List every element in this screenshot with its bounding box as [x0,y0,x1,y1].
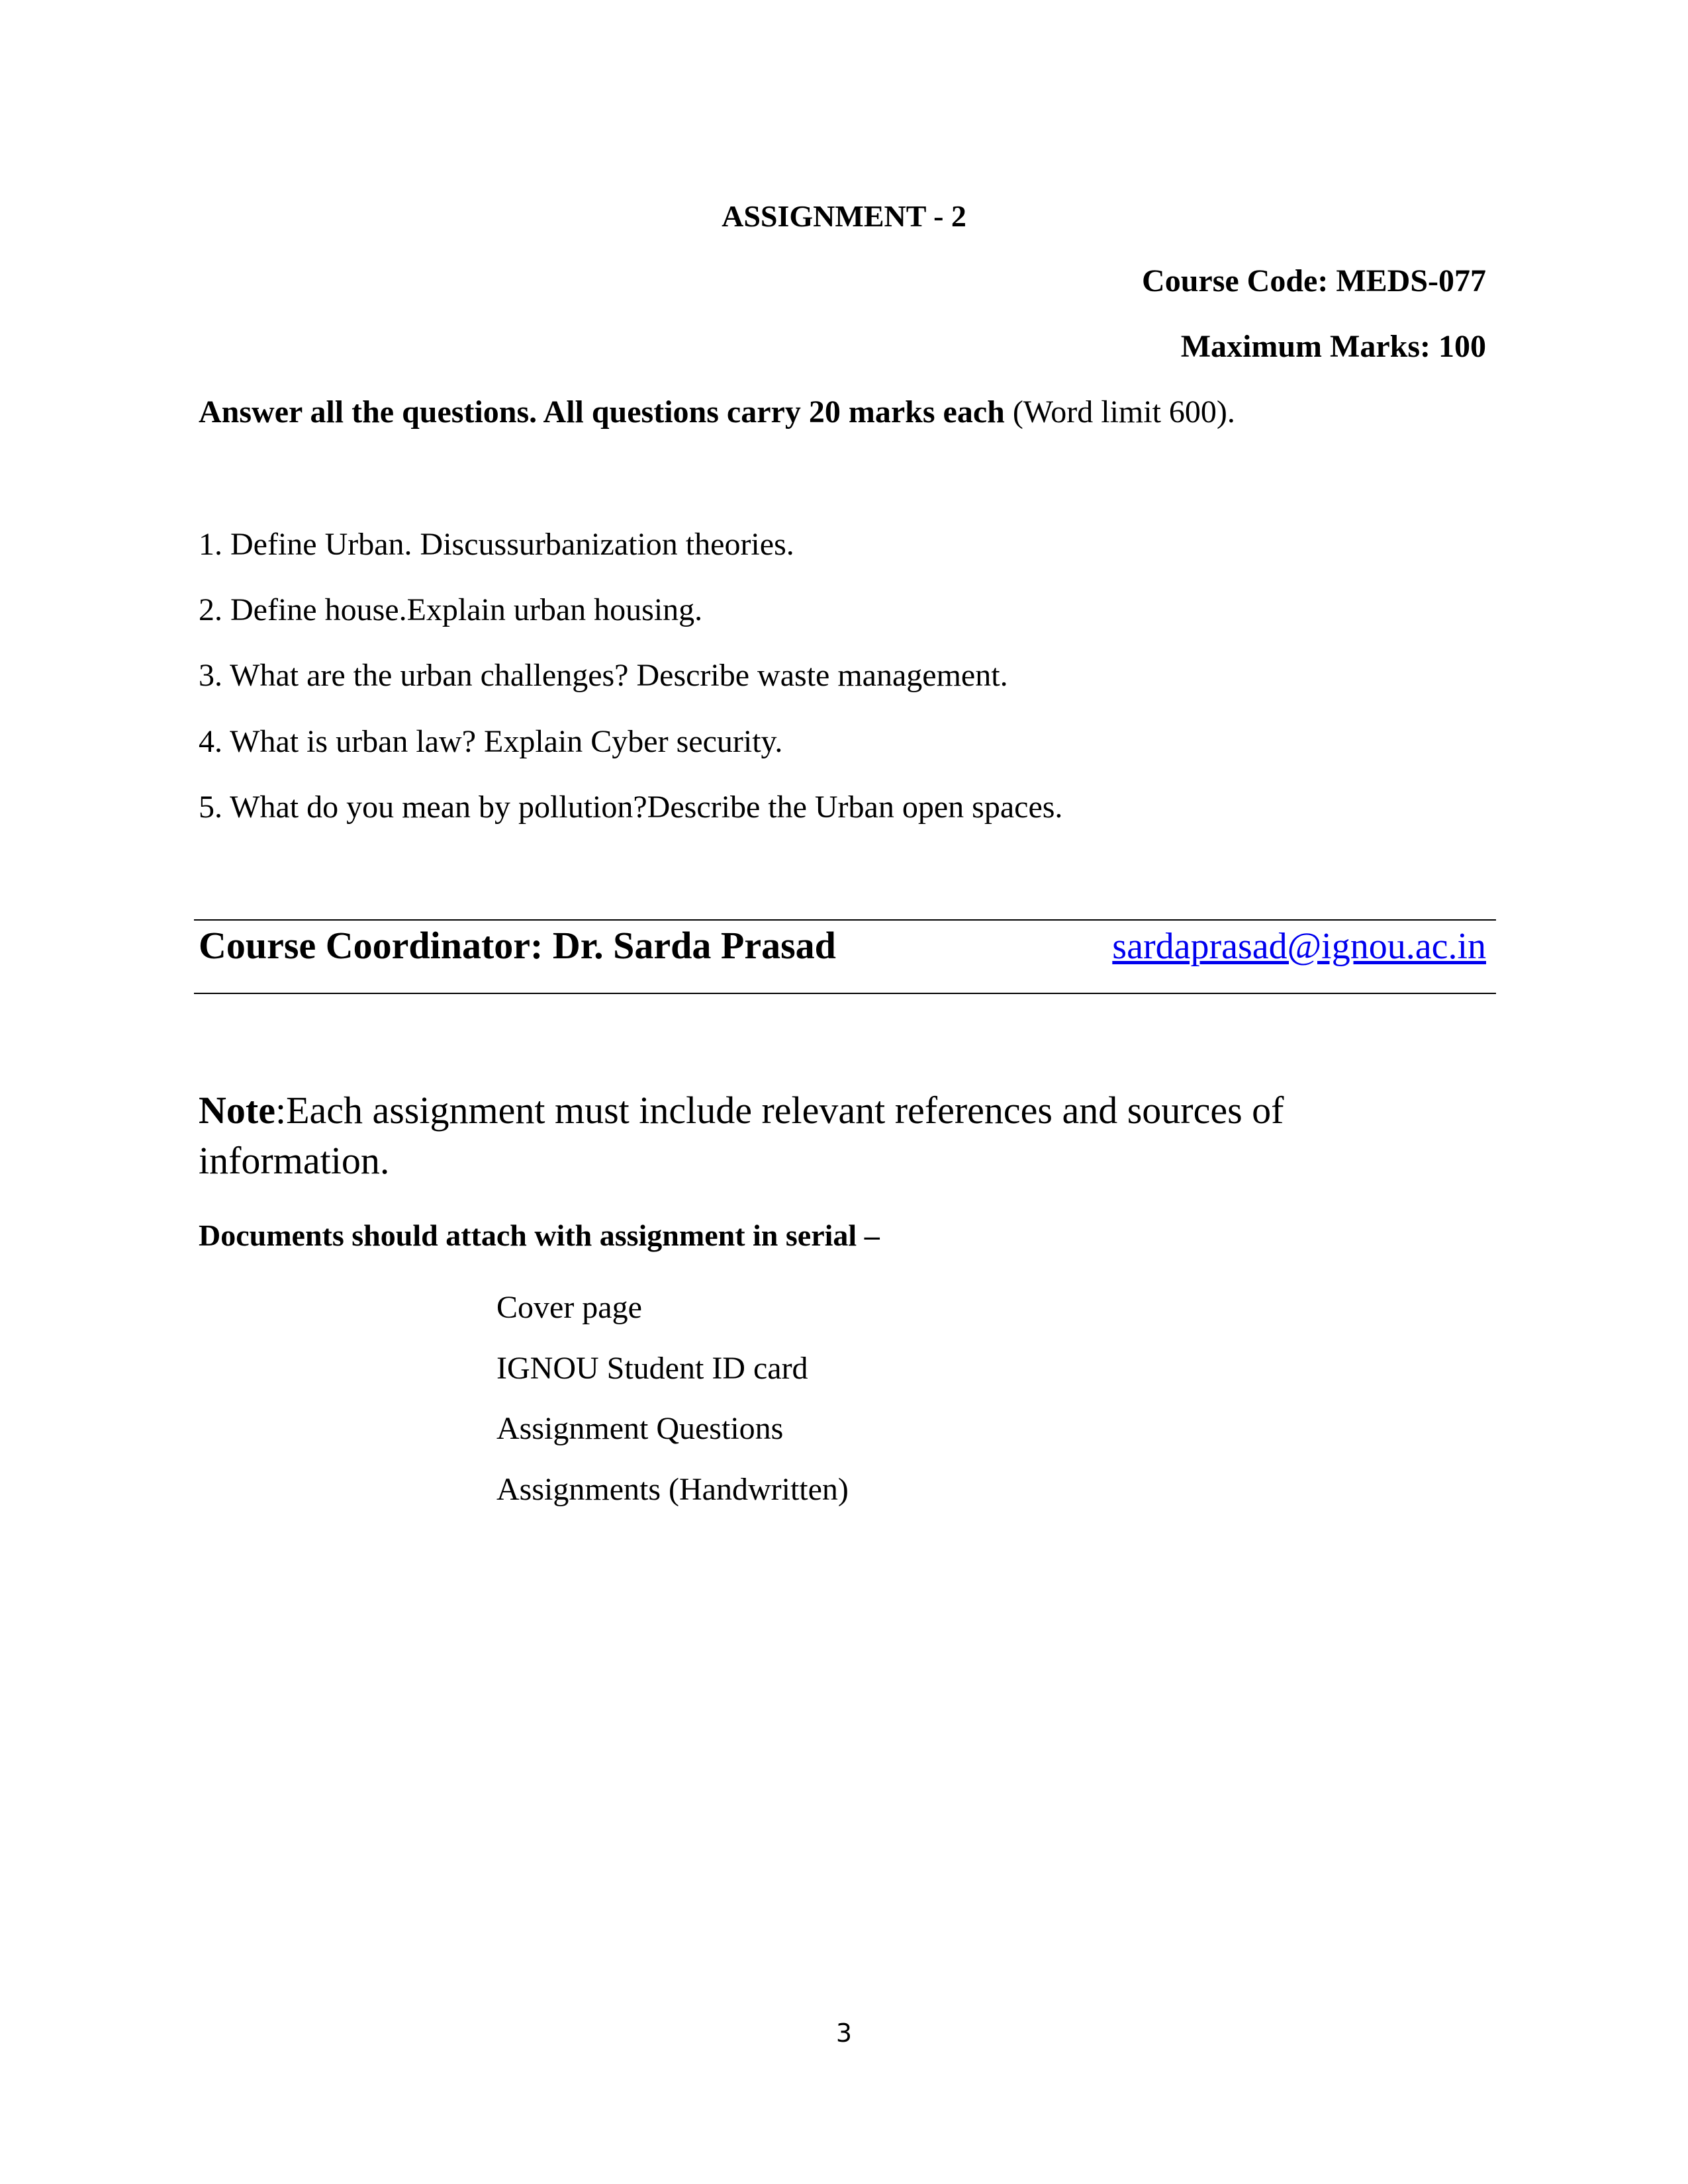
documents-heading: Documents should attach with assignment in serial – [199,1218,880,1252]
note-label: Note [199,1089,275,1132]
assignment-title: ASSIGNMENT - 2 [722,199,966,233]
document-list-item: IGNOU Student ID card [496,1351,808,1386]
instructions [199,394,1235,430]
document-list-item: Cover page [496,1290,642,1325]
divider-top [194,919,1496,921]
note-text: :Each assignment must include relevant references and sources of information. [199,1089,1284,1182]
divider-bottom [194,993,1496,994]
question-item: 5. What do you mean by pollution?Describe the Urban open spaces. [199,790,1063,825]
document-list-item: Assignment Questions [496,1411,784,1446]
page-number: 3 [835,2019,853,2048]
maximum-marks: Maximum Marks: 100 [1180,329,1486,364]
note-paragraph [199,1085,1390,1186]
coordinator-email-link[interactable]: sardaprasad@ignou.ac.in [1112,926,1486,967]
document-list-item: Assignments (Handwritten) [496,1472,849,1507]
question-item: 2. Define house.Explain urban housing. [199,592,703,627]
instructions-bold: Answer all the questions. All questions carry 20 marks each [199,394,1005,430]
question-item: 1. Define Urban. Discussurbanization theories. [199,527,794,562]
course-code: Course Code: MEDS-077 [1142,263,1486,298]
question-item: 4. What is urban law? Explain Cyber security. [199,724,783,759]
instructions-word-limit: (Word limit 600). [1004,394,1235,430]
course-coordinator: Course Coordinator: Dr. Sarda Prasad [199,924,836,967]
question-item: 3. What are the urban challenges? Describe waste management. [199,658,1008,693]
